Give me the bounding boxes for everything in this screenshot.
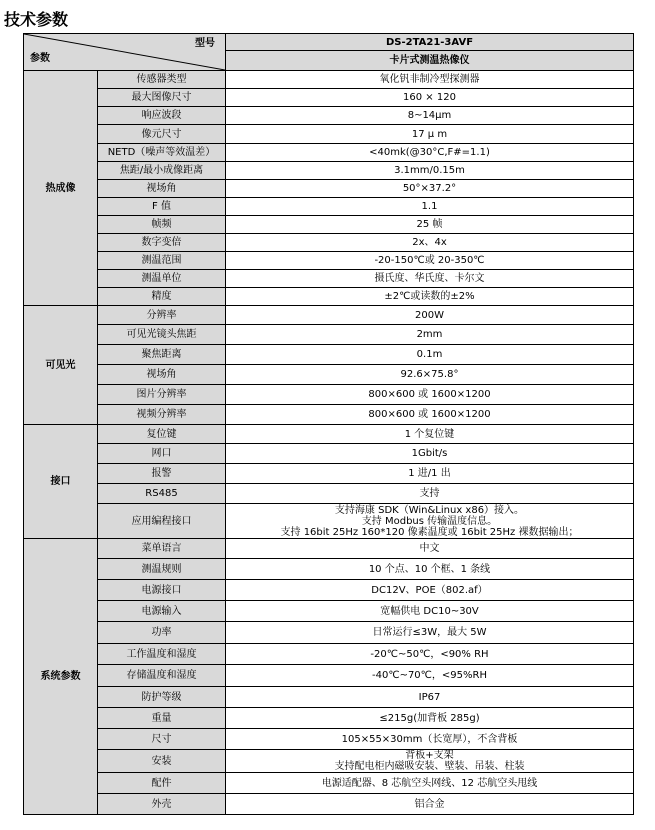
param-label: 菜单语言 [98,539,226,559]
param-value: 支持 [226,484,634,504]
spec-row [24,162,634,180]
spec-row [24,601,634,622]
spec-row [24,306,634,325]
param-label: 安装 [98,750,226,773]
param-label: 焦距/最小成像距离 [98,162,226,180]
param-label: 复位键 [98,425,226,444]
category-cell: 接口 [24,425,98,539]
param-label: 视场角 [98,365,226,385]
param-value: 3.1mm/0.15m [226,162,634,180]
param-label: 响应波段 [98,107,226,125]
param-label: 测温规则 [98,559,226,580]
spec-row [24,405,634,425]
param-label: 电源接口 [98,580,226,601]
param-value: 宽幅供电 DC10~30V [226,601,634,622]
param-value: 2x、4x [226,234,634,252]
spec-row [24,464,634,484]
param-value-line: 支持配电柜内磁吸安装、壁装、吊装、柱装 [334,761,525,772]
param-label: 视频分辨率 [98,405,226,425]
param-label: 工作温度和湿度 [98,644,226,665]
param-value: 中文 [226,539,634,559]
param-label: 网口 [98,444,226,464]
spec-row [24,107,634,125]
param-value: 1Gbit/s [226,444,634,464]
param-value: 2mm [226,325,634,345]
param-value-multiline [226,750,634,773]
spec-row [24,539,634,559]
param-value: DC12V、POE（802.af） [226,580,634,601]
spec-row [24,252,634,270]
category-cell: 可见光 [24,306,98,425]
spec-row [24,794,634,815]
param-value: 氧化钒非制冷型探测器 [226,71,634,89]
param-value: 160 × 120 [226,89,634,107]
header-corner-cell [24,34,226,71]
spec-row [24,216,634,234]
spec-row [24,180,634,198]
corner-param-label: 参数 [30,53,50,64]
param-value-line: 支持 Modbus 传输温度信息。 [361,515,498,527]
param-value: <40mk(@30°C,F#=1.1) [226,144,634,162]
model-number: DS-2TA21-3AVF [226,34,634,51]
param-value: 电源适配器、8 芯航空头网线、12 芯航空头甩线 [226,773,634,794]
param-value: ≤215g(加背板 285g) [226,708,634,729]
spec-row [24,198,634,216]
spec-row [24,385,634,405]
spec-row [24,71,634,89]
param-label: 测温单位 [98,270,226,288]
spec-row [24,484,634,504]
param-label: 可见光镜头焦距 [98,325,226,345]
spec-row [24,580,634,601]
spec-row [24,425,634,444]
param-value-line: 背板+支架 [405,750,454,761]
param-label: 最大图像尺寸 [98,89,226,107]
spec-row [24,288,634,306]
param-value: 50°×37.2° [226,180,634,198]
param-label: 分辨率 [98,306,226,325]
spec-row [24,773,634,794]
param-label: 数字变倍 [98,234,226,252]
spec-row [24,750,634,773]
param-label: RS485 [98,484,226,504]
spec-row [24,559,634,580]
param-label: 精度 [98,288,226,306]
param-label: 像元尺寸 [98,125,226,144]
param-value: 800×600 或 1600×1200 [226,385,634,405]
spec-row [24,234,634,252]
param-value: 200W [226,306,634,325]
param-label: 功率 [98,622,226,644]
spec-row [24,325,634,345]
param-value: 日常运行≤3W，最大 5W [226,622,634,644]
category-cell: 热成像 [24,71,98,306]
category-cell: 系统参数 [24,539,98,815]
header-row-model [24,34,634,51]
spec-row [24,729,634,750]
param-label: 电源输入 [98,601,226,622]
param-label: 尺寸 [98,729,226,750]
param-value: 1.1 [226,198,634,216]
spec-row [24,125,634,144]
spec-row [24,270,634,288]
spec-row [24,444,634,464]
spec-row [24,365,634,385]
param-label: 图片分辨率 [98,385,226,405]
param-value: IP67 [226,687,634,708]
param-label: 聚焦距离 [98,345,226,365]
spec-row [24,644,634,665]
param-value: ±2℃或读数的±2% [226,288,634,306]
param-label: 传感器类型 [98,71,226,89]
param-label: 报警 [98,464,226,484]
spec-row [24,622,634,644]
param-label: 帧频 [98,216,226,234]
spec-row [24,144,634,162]
param-value: 0.1m [226,345,634,365]
param-value: 105×55×30mm（长宽厚），不含背板 [226,729,634,750]
param-value: 铝合金 [226,794,634,815]
param-value: 92.6×75.8° [226,365,634,385]
param-value-line: 支持 16bit 25Hz 160*120 像素温度或 16bit 25Hz 裸数据输出； [280,526,579,538]
param-label: 外壳 [98,794,226,815]
param-value: 8~14μm [226,107,634,125]
param-value: 17 μ m [226,125,634,144]
corner-model-label: 型号 [195,38,215,49]
param-value: -40℃~70℃，<95%RH [226,665,634,687]
param-label: 视场角 [98,180,226,198]
spec-row [24,504,634,539]
param-label: 存储温度和湿度 [98,665,226,687]
param-label: 配件 [98,773,226,794]
param-label: F 值 [98,198,226,216]
param-value: 800×600 或 1600×1200 [226,405,634,425]
spec-row [24,665,634,687]
product-name: 卡片式测温热像仪 [226,51,634,71]
param-label: 测温范围 [98,252,226,270]
param-value-multiline [226,504,634,539]
param-value: 25 帧 [226,216,634,234]
param-value: -20-150℃或 20-350℃ [226,252,634,270]
spec-table [23,33,634,815]
page-title: 技术参数 [4,10,69,29]
param-value: -20℃~50℃，<90% RH [226,644,634,665]
param-label: NETD（噪声等效温差） [98,144,226,162]
param-value-line: 支持海康 SDK（Win&Linux x86）接入。 [334,504,525,516]
spec-row [24,687,634,708]
param-label: 重量 [98,708,226,729]
spec-row [24,89,634,107]
spec-row [24,708,634,729]
param-value: 摄氏度、华氏度、卡尔文 [226,270,634,288]
spec-row [24,345,634,365]
param-label: 防护等级 [98,687,226,708]
param-value: 10 个点、10 个框、1 条线 [226,559,634,580]
param-label: 应用编程接口 [98,504,226,539]
param-value: 1 进/1 出 [226,464,634,484]
param-value: 1 个复位键 [226,425,634,444]
